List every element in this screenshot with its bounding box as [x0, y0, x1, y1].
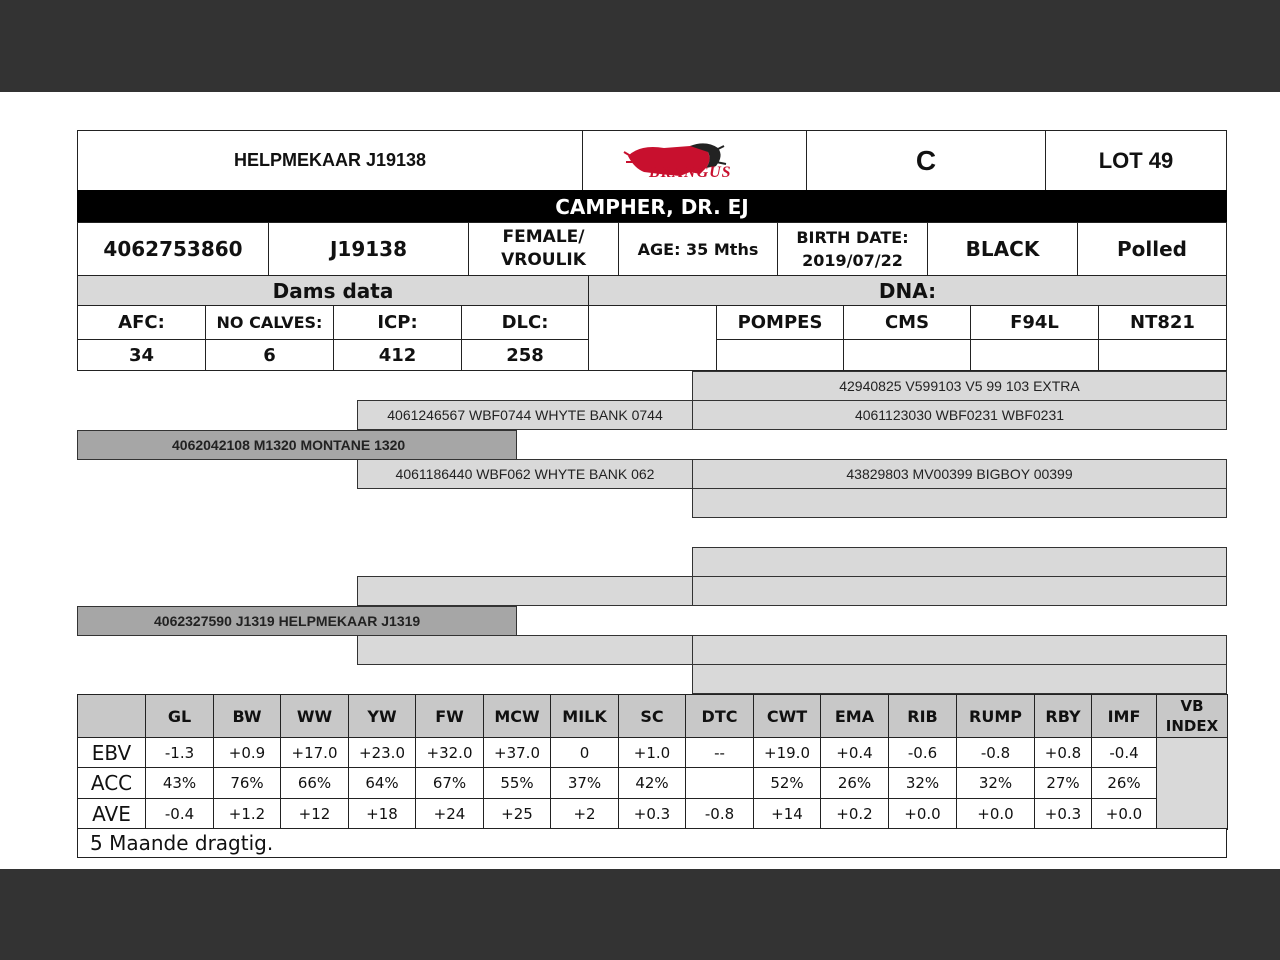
ebv-cell: 27% — [1034, 767, 1092, 799]
ebv-cell: 76% — [213, 767, 281, 799]
dams-value-icp: 412 — [333, 339, 462, 371]
ebv-header-bw: BW — [213, 694, 281, 738]
dams-value-no-calves: 6 — [205, 339, 334, 371]
ebv-cell: 42% — [618, 767, 686, 799]
sex-line-2: VROULIK — [501, 250, 586, 270]
pedigree-sire-sire: 4061246567 WBF0744 WHYTE BANK 0744 — [357, 400, 693, 430]
ebv-cell: +24 — [415, 798, 484, 830]
ebv-cell: +18 — [348, 798, 416, 830]
ebv-cell: +0.8 — [1034, 737, 1092, 768]
ebv-header-mcw: MCW — [483, 694, 551, 738]
top-letterbox — [0, 0, 1280, 92]
ebv-header-ww: WW — [280, 694, 349, 738]
dams-header-icp: ICP: — [333, 305, 462, 340]
ebv-cell: 43% — [145, 767, 214, 799]
ebv-cell: 67% — [415, 767, 484, 799]
ebv-cell: +0.9 — [213, 737, 281, 768]
dams-header-no-calves: NO CALVES: — [205, 305, 334, 340]
pedigree-dam-sire-sire — [692, 547, 1227, 577]
ebv-cell: +17.0 — [280, 737, 349, 768]
dna-value-nt821 — [1098, 339, 1227, 371]
vb-index-line-1: VB — [1180, 697, 1204, 715]
ebv-cell: +1.2 — [213, 798, 281, 830]
birth-date-field — [777, 222, 928, 276]
bottom-letterbox — [0, 869, 1280, 960]
pedigree-dam: 4062327590 J1319 HELPMEKAAR J1319 — [77, 606, 517, 636]
ebv-cell: +19.0 — [753, 737, 821, 768]
lot-number: LOT 49 — [1045, 130, 1227, 191]
dna-value-pompes — [716, 339, 844, 371]
ebv-cell: 32% — [888, 767, 957, 799]
pedigree-sire-sire-dam: 4061123030 WBF0231 WBF0231 — [692, 400, 1227, 430]
ebv-cell: -0.4 — [145, 798, 214, 830]
ebv-header-fw: FW — [415, 694, 484, 738]
ebv-cell: +0.0 — [956, 798, 1035, 830]
ebv-cell: +12 — [280, 798, 349, 830]
dna-header-pompes: POMPES — [716, 305, 844, 340]
vb-index-value — [1156, 737, 1228, 830]
ebv-header-sc: SC — [618, 694, 686, 738]
dna-blank-cell — [588, 305, 717, 371]
brand-logo-text: BRANGUS — [649, 164, 732, 181]
horn-status: Polled — [1077, 222, 1227, 276]
animal-name: HELPMEKAAR J19138 — [77, 130, 583, 191]
dna-value-cms — [843, 339, 971, 371]
dams-value-afc: 34 — [77, 339, 206, 371]
breeder-name: CAMPHER, DR. EJ — [77, 190, 1227, 223]
birth-date-label: BIRTH DATE: — [796, 228, 909, 247]
ebv-cell: +0.0 — [888, 798, 957, 830]
dams-data-title: Dams data — [77, 275, 589, 306]
ebv-cell: 32% — [956, 767, 1035, 799]
ebv-cell: +2 — [550, 798, 619, 830]
ebv-row-label-ebv: EBV — [77, 737, 146, 768]
dams-header-afc: AFC: — [77, 305, 206, 340]
tag-number: J19138 — [268, 222, 469, 276]
ebv-header-dtc: DTC — [685, 694, 754, 738]
ebv-row-label-ave: AVE — [77, 798, 146, 830]
dna-header-f94l: F94L — [970, 305, 1099, 340]
ebv-cell: -1.3 — [145, 737, 214, 768]
pedigree-sire-dam-sire: 43829803 MV00399 BIGBOY 00399 — [692, 459, 1227, 489]
ebv-cell: +25 — [483, 798, 551, 830]
ebv-cell: -0.6 — [888, 737, 957, 768]
ebv-header-cwt: CWT — [753, 694, 821, 738]
sex-line-1: FEMALE/ — [502, 227, 585, 247]
ebv-cell: 0 — [550, 737, 619, 768]
ebv-cell: +0.3 — [1034, 798, 1092, 830]
ebv-header-milk: MILK — [550, 694, 619, 738]
ebv-header-gl: GL — [145, 694, 214, 738]
ebv-cell: -0.8 — [685, 798, 754, 830]
pedigree-sire-dam-dam — [692, 488, 1227, 518]
ebv-header-rby: RBY — [1034, 694, 1092, 738]
vb-index-line-2: INDEX — [1165, 717, 1219, 735]
age-field: AGE: 35 Mths — [618, 222, 778, 276]
pedigree-dam-sire-dam — [692, 576, 1227, 606]
ebv-cell — [685, 767, 754, 799]
ebv-cell: +0.2 — [820, 798, 889, 830]
ebv-cell: -0.8 — [956, 737, 1035, 768]
ebv-header-vb-index — [1156, 694, 1228, 738]
colour-field: BLACK — [927, 222, 1078, 276]
pedigree-dam-dam-sire — [692, 635, 1227, 665]
ebv-header-ema: EMA — [820, 694, 889, 738]
pedigree-sire: 4062042108 M1320 MONTANE 1320 — [77, 430, 517, 460]
brand-logo — [582, 130, 807, 191]
birth-date-value: 2019/07/22 — [802, 251, 903, 270]
dams-header-dlc: DLC: — [461, 305, 589, 340]
ebv-table — [77, 694, 1227, 829]
ebv-cell: +0.3 — [618, 798, 686, 830]
dna-value-f94l — [970, 339, 1099, 371]
id-number: 4062753860 — [77, 222, 269, 276]
ebv-cell: 37% — [550, 767, 619, 799]
ebv-header-rump: RUMP — [956, 694, 1035, 738]
ebv-cell: -- — [685, 737, 754, 768]
ebv-cell: +0.4 — [820, 737, 889, 768]
ebv-row-label-acc: ACC — [77, 767, 146, 799]
dna-header-nt821: NT821 — [1098, 305, 1227, 340]
pedigree-dam-sire — [357, 576, 693, 606]
grade-letter: C — [806, 130, 1046, 191]
dna-title: DNA: — [588, 275, 1227, 306]
ebv-header-imf: IMF — [1091, 694, 1157, 738]
ebv-cell: +37.0 — [483, 737, 551, 768]
ebv-header-rib: RIB — [888, 694, 957, 738]
ebv-cell: 55% — [483, 767, 551, 799]
ebv-cell: -0.4 — [1091, 737, 1157, 768]
ebv-cell: 26% — [820, 767, 889, 799]
pedigree-dam-dam — [357, 635, 693, 665]
ebv-cell: +1.0 — [618, 737, 686, 768]
ebv-cell: +0.0 — [1091, 798, 1157, 830]
ebv-cell: +14 — [753, 798, 821, 830]
remarks: 5 Maande dragtig. — [77, 828, 1227, 858]
dams-value-dlc: 258 — [461, 339, 589, 371]
sex-field — [468, 222, 619, 276]
ebv-cell: 64% — [348, 767, 416, 799]
ebv-cell: 52% — [753, 767, 821, 799]
ebv-header-yw: YW — [348, 694, 416, 738]
ebv-cell: 66% — [280, 767, 349, 799]
pedigree-dam-dam-dam — [692, 664, 1227, 694]
pedigree-sire-sire-sire: 42940825 V599103 V5 99 103 EXTRA — [692, 371, 1227, 401]
ebv-cell: +23.0 — [348, 737, 416, 768]
ebv-cell: +32.0 — [415, 737, 484, 768]
dna-header-cms: CMS — [843, 305, 971, 340]
pedigree-sire-dam: 4061186440 WBF062 WHYTE BANK 062 — [357, 459, 693, 489]
ebv-header-corner — [77, 694, 146, 738]
ebv-cell: 26% — [1091, 767, 1157, 799]
